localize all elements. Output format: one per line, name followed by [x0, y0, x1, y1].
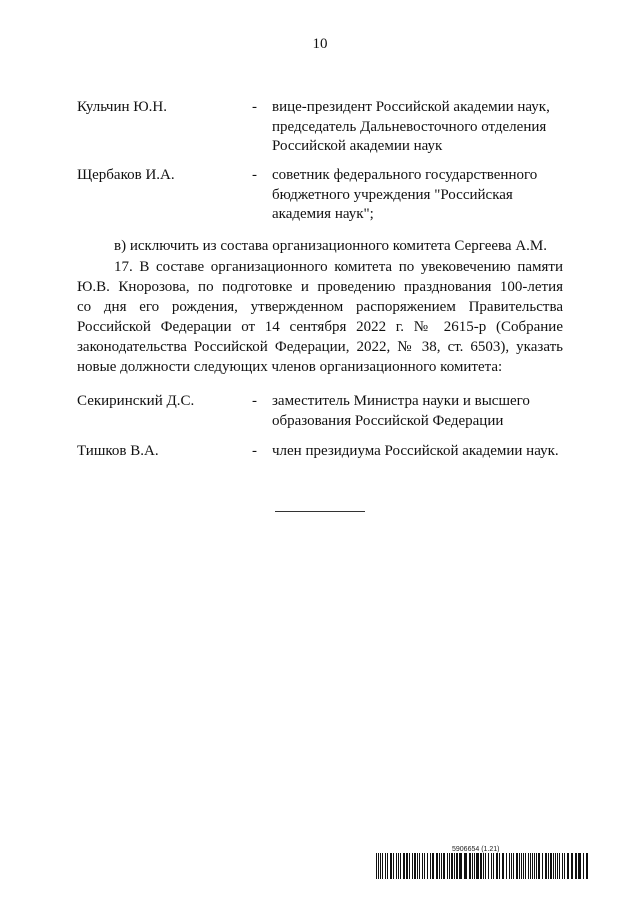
barcode-bar [519, 853, 520, 879]
barcode-bar [502, 853, 504, 879]
barcode-bar [488, 853, 489, 879]
barcode-bar [571, 853, 573, 879]
barcode-bar [469, 853, 471, 879]
member-role-line: бюджетного учреждения "Российская [272, 186, 513, 203]
barcode-bar [521, 853, 522, 879]
barcode-bar [491, 853, 492, 879]
barcode-bar [578, 853, 581, 879]
member-name: Тишков В.А. [77, 443, 159, 459]
barcode-bar [439, 853, 440, 879]
barcode-bar [513, 853, 514, 879]
member-role [272, 98, 582, 157]
paragraph-line: в) исключить из состава организационного комитета Сергеева А.М. [114, 238, 548, 254]
barcode-bar [534, 853, 535, 879]
barcode-bar [472, 853, 473, 879]
barcode-bar [424, 853, 425, 879]
barcode-bar [550, 853, 552, 879]
paragraph-line: новые должности следующих членов организационного комитета: [77, 359, 503, 375]
member-role-line: советник федерального государственного [272, 167, 538, 183]
member-role [272, 392, 582, 431]
barcode-bar [441, 853, 442, 879]
paragraph-line: Российской Федерации от 14 сентября 2022 г. № 2615-р (Собрание [77, 319, 563, 335]
barcode-bar [525, 853, 526, 879]
barcode-bar [532, 853, 533, 879]
barcode-bar [432, 853, 434, 879]
barcode-bar [430, 853, 431, 879]
paragraph-line: законодательства Российской Федерации, 2022, № 38, ст. 6503), указать [77, 339, 563, 355]
barcode-bar [427, 853, 428, 879]
barcode-bar [382, 853, 383, 879]
barcode-bar [496, 853, 498, 879]
member-role-line: заместитель Министра науки и высшего [272, 393, 530, 409]
barcode-bar [390, 853, 392, 879]
barcode-bar [483, 853, 484, 879]
barcode-bar [528, 853, 529, 879]
barcode-bar [562, 853, 563, 879]
barcode-bar [456, 853, 458, 879]
barcode-bar [548, 853, 549, 879]
paragraph-v [77, 236, 563, 256]
member-role-line: академия наук"; [272, 206, 374, 222]
barcode-bar [476, 853, 479, 879]
barcode-bar [398, 853, 399, 879]
barcode-bar [447, 853, 448, 879]
member-role [272, 442, 582, 462]
barcode-bar [493, 853, 494, 879]
member-dash: - [252, 99, 257, 115]
barcode-bar [506, 853, 507, 879]
barcode-bar [564, 853, 565, 879]
barcode-bar [516, 853, 518, 879]
member-dash: - [252, 443, 257, 459]
barcode-bar [559, 853, 560, 879]
barcode-bar [530, 853, 531, 879]
barcode-bar [509, 853, 510, 879]
barcode-bar [474, 853, 475, 879]
barcode-bar [567, 853, 569, 879]
barcode-bar [499, 853, 500, 879]
member-dash: - [252, 393, 257, 409]
barcode-bar [511, 853, 512, 879]
barcode-bar [536, 853, 537, 879]
barcode-bar [451, 853, 453, 879]
member-role [272, 166, 582, 225]
barcode-bar [459, 853, 462, 879]
barcode-bar [538, 853, 540, 879]
member-role-line: член президиума Российской академии наук. [272, 443, 559, 459]
barcode-bar [385, 853, 386, 879]
barcode-bar [480, 853, 482, 879]
member-role-line: Российской академии наук [272, 138, 443, 154]
barcode-bar [419, 853, 420, 879]
barcode-bar [406, 853, 408, 879]
barcode-icon [376, 853, 588, 879]
barcode-bar [583, 853, 584, 879]
barcode-bar [454, 853, 455, 879]
page-number: 10 [312, 36, 328, 52]
member-name: Секиринский Д.С. [77, 393, 195, 409]
barcode-bar [523, 853, 524, 879]
barcode-bar [396, 853, 397, 879]
barcode-bar [387, 853, 388, 879]
barcode-bar [412, 853, 413, 879]
barcode-bar [545, 853, 547, 879]
member-role-line: председатель Дальневосточного отделения [272, 118, 547, 135]
paragraph-line: Ю.В. Кнорозова, по подготовке и проведению празднования 100-летия [77, 279, 563, 295]
member-dash: - [252, 167, 257, 183]
member-role-line: вице-президент Российской академии наук, [272, 99, 550, 115]
barcode-caption: 5906654 (1.21) [452, 846, 500, 853]
end-separator-line [275, 511, 365, 512]
paragraph-line: со дня его рождения, утвержденном распоряжением Правительства [77, 299, 563, 315]
barcode-bar [555, 853, 556, 879]
barcode-bar [553, 853, 554, 879]
barcode-bar [422, 853, 423, 879]
barcode-bar [557, 853, 558, 879]
barcode-bar [443, 853, 445, 879]
barcode-bar [378, 853, 379, 879]
barcode-bar [393, 853, 394, 879]
barcode-bar [542, 853, 543, 879]
barcode-bar [380, 853, 381, 879]
paragraph-line: 17. В составе организационного комитета по увековечению памяти [114, 259, 563, 275]
barcode-bar [376, 853, 377, 879]
barcode-bar [575, 853, 577, 879]
barcode-bar [400, 853, 401, 879]
member-name: Кульчин Ю.Н. [77, 99, 167, 115]
barcode-bar [436, 853, 438, 879]
paragraph-17 [77, 257, 563, 377]
barcode-bar [586, 853, 588, 879]
barcode-bar [417, 853, 418, 879]
barcode-bar [409, 853, 410, 879]
barcode-bar [449, 853, 450, 879]
member-role-line: образования Российской Федерации [272, 412, 504, 429]
barcode-bar [485, 853, 486, 879]
member-name: Щербаков И.А. [77, 167, 175, 183]
barcode-bar [403, 853, 405, 879]
barcode-bar [414, 853, 416, 879]
barcode-bar [464, 853, 467, 879]
